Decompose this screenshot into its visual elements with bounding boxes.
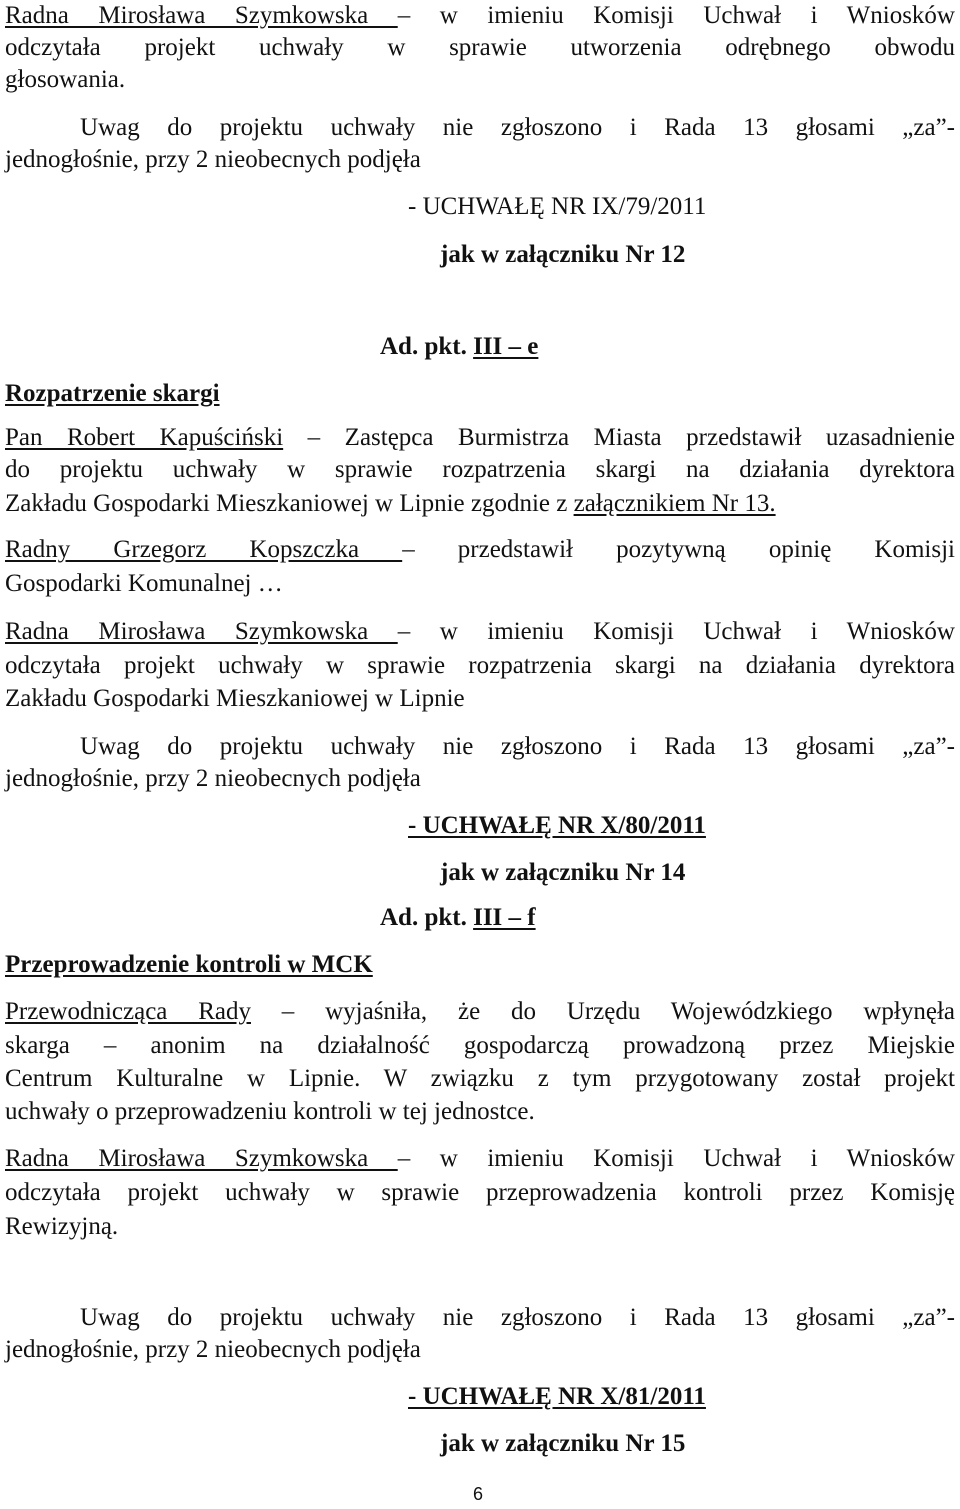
vote-line: jednogłośnie, przy 2 nieobecnych podjęła xyxy=(5,765,421,792)
vote-line: Uwag do projektu uchwały nie zgłoszono i Rada 13 głosami „za”- xyxy=(80,733,955,760)
speaker-name: Pan Robert Kapuściński xyxy=(5,424,284,451)
paragraph-line: skarga – anonim na działalność gospodarczą prowadzoną przez Miejskie xyxy=(5,1032,955,1059)
speaker-name: Radna Mirosława Szymkowska xyxy=(5,1145,398,1172)
paragraph-line: Rewizyjną. xyxy=(5,1213,119,1240)
paragraph-line: do projektu uchwały w sprawie rozpatrzenia skargi na działania dyrektora xyxy=(5,456,955,483)
paragraph-line xyxy=(5,422,955,454)
speaker-name: Radna Mirosława Szymkowska xyxy=(5,2,398,29)
paragraph-line xyxy=(5,996,955,1028)
vote-line: Uwag do projektu uchwały nie zgłoszono i Rada 13 głosami „za”- xyxy=(80,1304,955,1331)
speaker-name: Przewodnicząca Rady xyxy=(5,998,251,1025)
resolution-attachment: jak w załączniku Nr 15 xyxy=(440,1430,686,1457)
agenda-point-heading xyxy=(380,902,536,934)
text-span: – przedstawił pozytywną opinię Komisji xyxy=(402,536,955,563)
paragraph-line: Zakładu Gospodarki Mieszkaniowej w Lipnie xyxy=(5,685,465,712)
agenda-point-number: III – f xyxy=(473,904,536,931)
text-span: – wyjaśniła, że do Urzędu Wojewódzkiego wpłynęła xyxy=(250,998,955,1025)
text-span: – Zastępca Burmistrza Miasta przedstawił uzasadnienie xyxy=(283,424,955,451)
paragraph-line xyxy=(5,1143,955,1175)
page-number: 6 xyxy=(473,1484,484,1504)
agenda-point-heading xyxy=(380,331,538,363)
paragraph-line: uchwały o przeprowadzeniu kontroli w tej jednostce. xyxy=(5,1098,535,1125)
paragraph-line: głosowania. xyxy=(5,66,126,93)
agenda-point-number: III – e xyxy=(473,333,539,360)
vote-line: jednogłośnie, przy 2 nieobecnych podjęła xyxy=(5,146,421,173)
paragraph-line: odczytała projekt uchwały w sprawie przeprowadzenia kontroli przez Komisję xyxy=(5,1179,955,1206)
text-span: – w imieniu Komisji Uchwał i Wniosków xyxy=(397,1145,955,1172)
speaker-name: Radna Mirosława Szymkowska xyxy=(5,618,398,645)
resolution-title: - UCHWAŁĘ NR X/81/2011 xyxy=(408,1383,706,1410)
vote-line: Uwag do projektu uchwały nie zgłoszono i Rada 13 głosami „za”- xyxy=(80,114,955,141)
paragraph-line: odczytała projekt uchwały w sprawie rozpatrzenia skargi na działania dyrektora xyxy=(5,652,955,679)
resolution-attachment: jak w załączniku Nr 12 xyxy=(440,241,686,268)
agenda-point-prefix: Ad. pkt. xyxy=(380,904,474,931)
section-heading: Przeprowadzenie kontroli w MCK xyxy=(5,951,373,978)
vote-line: jednogłośnie, przy 2 nieobecnych podjęła xyxy=(5,1336,421,1363)
attachment-reference: załącznikiem Nr 13. xyxy=(573,490,776,517)
speaker-name: Radny Grzegorz Kopszczka xyxy=(5,536,403,563)
text-span: – w imieniu Komisji Uchwał i Wniosków xyxy=(397,2,955,29)
paragraph-line: odczytała projekt uchwały w sprawie utworzenia odrębnego obwodu xyxy=(5,34,955,61)
agenda-point-prefix: Ad. pkt. xyxy=(380,333,474,360)
text-span: – w imieniu Komisji Uchwał i Wniosków xyxy=(397,618,955,645)
text-span: Zakładu Gospodarki Mieszkaniowej w Lipnie zgodnie z xyxy=(5,490,574,517)
resolution-title: - UCHWAŁĘ NR IX/79/2011 xyxy=(408,193,707,220)
paragraph-line xyxy=(5,488,955,520)
paragraph-line xyxy=(5,534,955,566)
paragraph-line xyxy=(5,0,955,32)
section-heading: Rozpatrzenie skargi xyxy=(5,380,220,407)
paragraph-line: Gospodarki Komunalnej … xyxy=(5,570,283,597)
resolution-attachment: jak w załączniku Nr 14 xyxy=(440,859,686,886)
paragraph-line: Centrum Kulturalne w Lipnie. W związku z tym przygotowany został projekt xyxy=(5,1065,955,1092)
resolution-title: - UCHWAŁĘ NR X/80/2011 xyxy=(408,812,706,839)
paragraph-line xyxy=(5,616,955,648)
